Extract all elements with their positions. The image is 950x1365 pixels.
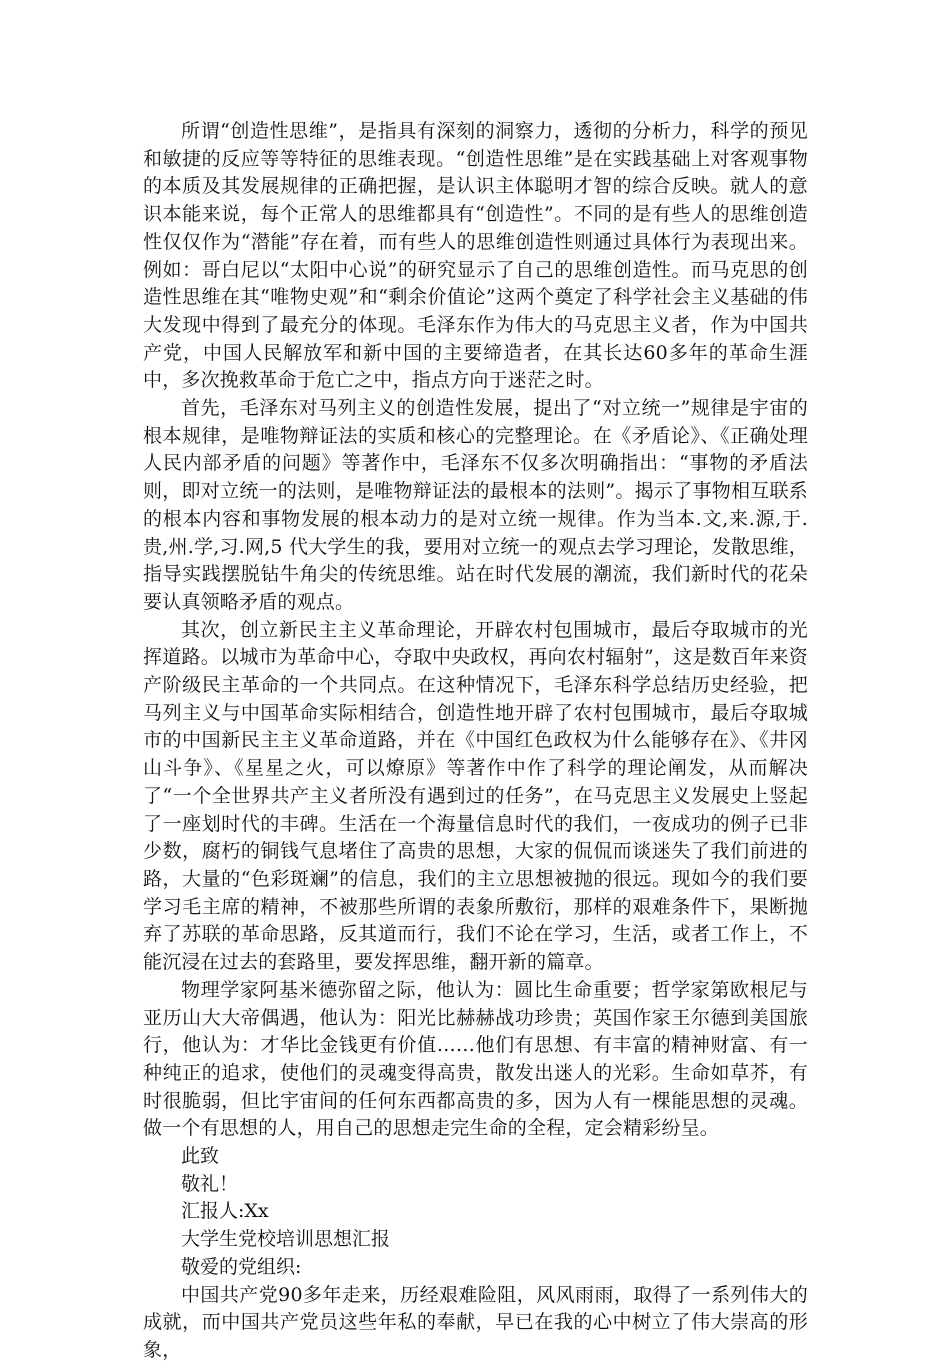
paragraph-creative-thinking: 所谓“创造性思维”，是指具有深刻的洞察力，透彻的分析力，科学的预见和敏捷的反应等等特征的思维表现。“创造性思维”是在实践基础上对客观事物的本质及其发展规律的正确把握，是认识主体聪明才智的综合反映。就人的意识本能来说，每个正常人的思维都具有“创造性”。不同的是有些人的思维创造性仅仅作为“潜能”存在着，而有些人的思维创造性则通过具体行为表现出来。例如：哥白尼以“太阳中心说”的研究显示了自己的思维创造性。而马克思的创造性思维在其“唯物史观”和“剩余价值论”这两个奠定了科学社会主义基础的伟大发现中得到了最充分的体现。毛泽东作为伟大的马克思主义者，作为中国共产党，中国人民解放军和新中国的主要缔造者，在其长达60多年的革命生涯中，多次挽救革命于危亡之中，指点方向于迷茫之时。	[143, 120, 808, 392]
next-report-title: 大学生党校培训思想汇报	[181, 1228, 391, 1251]
closing-line-2: 敬礼！	[181, 1172, 239, 1195]
reporter-line: 汇报人:Xx	[181, 1200, 269, 1223]
paragraph-second-point: 其次，创立新民主主义革命理论，开辟农村包围城市，最后夺取城市的光挥道路。以城市为革命中心，夺取中央政权，再向农村辐射”，这是数百年来资产阶级民主革命的一个共同点。在这种情况下，毛泽东科学总结历史经验，把马列主义与中国革命实际相结合，创造性地开辟了农村包围城市，最后夺取城市的中国新民主主义革命道路，并在《中国红色政权为什么能够存在》、《井冈山斗争》、《星星之火，可以燎原》等著作中作了科学的理论阐发，从而解决了“一个全世界共产主义者所没有遇到过的任务”，在马克思主义发展史上竖起了一座划时代的丰碑。生活在一个海量信息时代的我们，一夜成功的例子已非少数，腐朽的铜钱气息堵住了高贵的思想，大家的侃侃而谈迷失了我们前进的路，大量的“色彩斑斓”的信息，我们的主立思想被抛的很远。现如今的我们要学习毛主席的精神，不被那些所谓的表象所敷衍，那样的艰难条件下，果断抛弃了苏联的革命思路，反其道而行，我们不论在学习，生活，或者工作上，不能沉浸在过去的套路里，要发挥思维，翻开新的篇章。	[143, 618, 808, 974]
paragraph-examples: 物理学家阿基米德弥留之际，他认为：圆比生命重要；哲学家第欧根尼与亚历山大大帝偶遇，他认为：阳光比赫赫战功珍贵；英国作家王尔德到美国旅行，他认为：才华比金钱更有价值……他们有思想、有丰富的精神财富、有一种纯正的追求，使他们的灵魂变得高贵，散发出迷人的光彩。生命如草芥，有时很脆弱，但比宇宙间的任何东西都高贵的多，因为人有一棵能思想的灵魂。做一个有思想的人，用自己的思想走完生命的全程，定会精彩纷呈。	[143, 978, 808, 1140]
document-page	[143, 118, 808, 1365]
paragraph-last: 中国共产党90多年走来，历经艰难险阻，风风雨雨，取得了一系列伟大的成就，而中国共产党员这些年私的奉献，早已在我的心中树立了伟大崇高的形象，	[143, 1283, 808, 1361]
salutation-line: 敬爱的党组织:	[181, 1255, 302, 1278]
paragraph-first-point: 首先，毛泽东对马列主义的创造性发展，提出了“对立统一”规律是宇宙的根本规律，是唯物辩证法的实质和核心的完整理论。在《矛盾论》、《正确处理人民内部矛盾的问题》等著作中，毛泽东不仅多次明确指出：“事物的矛盾法则，即对立统一的法则，是唯物辩证法的最根本的法则”。揭示了事物相互联系的根本内容和事物发展的根本动力的是对立统一规律。作为当本.文,来.源,于.贵,州.学,习.网,5 代大学生的我，要用对立统一的观点去学习理论，发散思维，指导实践摆脱钻牛角尖的传统思维。站在时代发展的潮流，我们新时代的花朵要认真领略矛盾的观点。	[143, 397, 808, 613]
closing-line-1: 此致	[181, 1145, 220, 1168]
